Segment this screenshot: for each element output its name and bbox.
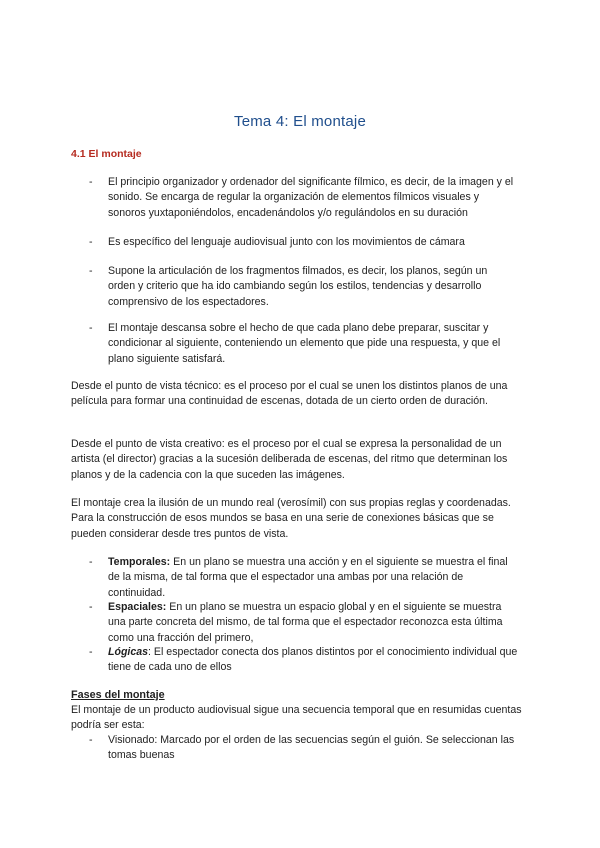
dash-bullet: - — [89, 556, 93, 568]
page-title: Tema 4: El montaje — [234, 113, 366, 130]
fases-heading: Fases del montaje — [71, 689, 165, 701]
paragraph-ilusion: El montaje crea la ilusión de un mundo real (verosímil) con sus propias reglas y coordenadas. Para la construcción de esos mundos se basa en una serie de conexiones básicas que se pueden considerar desde tres puntos de vista. — [71, 497, 511, 540]
dash-bullet: - — [89, 236, 93, 248]
connection-item-logicas — [89, 645, 519, 676]
connection-label: Temporales: — [108, 556, 171, 568]
connection-item-temporales — [89, 555, 519, 601]
section-heading: 4.1 El montaje — [71, 148, 142, 160]
dash-bullet: - — [89, 734, 93, 746]
fases-intro: El montaje de un producto audiovisual sigue una secuencia temporal que en resumidas cuentas podría ser esta: — [71, 704, 522, 732]
fases-item-visionado — [89, 733, 519, 764]
dash-bullet: - — [89, 322, 93, 334]
connection-item-espaciales — [89, 600, 519, 646]
paragraph-creativo: Desde el punto de vista creativo: es el proceso por el cual se expresa la personalidad de un artista (el director) gracias a la sucesión deliberada de escenas, del ritmo que determinan los planos y de la cadencia con la que suceden las imágenes. — [71, 438, 508, 481]
list-item-text: Supone la articulación de los fragmentos filmados, es decir, los planos, según un orden y criterio que ha ido cambiando según los estilos, tendencias y desarrollo comprensivo de los espectadores. — [108, 265, 488, 308]
connection-label: Lógicas — [108, 646, 149, 658]
list-item — [89, 321, 514, 367]
dash-bullet: - — [89, 265, 93, 277]
connection-label: Espaciales: — [108, 601, 167, 613]
dash-bullet: - — [89, 646, 93, 658]
list-item-text: El montaje descansa sobre el hecho de que cada plano debe preparar, suscitar y condicionar al siguiente, conteniendo un elemento que pide una respuesta, y que el plano siguiente satisfará. — [108, 322, 501, 365]
list-item — [89, 264, 514, 310]
dash-bullet: - — [89, 601, 93, 613]
list-item — [89, 235, 514, 250]
connection-text: En un plano se muestra una acción y en el siguiente se muestra el final de la misma, de tal forma que el espectador una ambas por una relación de continuidad. — [108, 556, 508, 599]
list-item-text: Visionado: Marcado por el orden de las secuencias según el guión. Se seleccionan las tomas buenas — [108, 734, 515, 762]
connection-text: : El espectador conecta dos planos distintos por el conocimiento individual que tiene de cada uno de ellos — [108, 646, 518, 674]
list-item — [89, 175, 514, 221]
connection-text: En un plano se muestra un espacio global y en el siguiente se muestra una parte concreta del mismo, de tal forma que el espectador reconozca esta última como una fracción del primero, — [108, 601, 503, 644]
list-item-text: El principio organizador y ordenador del significante fílmico, es decir, de la imagen y el sonido. Se encarga de regular la organización de elementos fílmicos visuales y sonoros yuxtaponiéndolos, encadenándolos y/o regulándolos en su duración — [108, 176, 514, 219]
list-item-text: Es específico del lenguaje audiovisual junto con los movimientos de cámara — [108, 236, 465, 248]
paragraph-tecnico: Desde el punto de vista técnico: es el proceso por el cual se unen los distintos planos de una película para formar una continuidad de escenas, dotada de un cierto orden de duración. — [71, 380, 508, 408]
dash-bullet: - — [89, 176, 93, 188]
